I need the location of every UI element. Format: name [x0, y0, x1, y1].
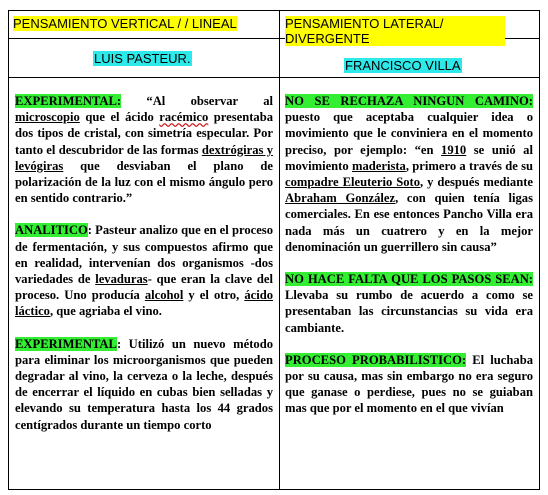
right-name: FRANCISCO VILLA [345, 58, 461, 73]
left-name: LUIS PASTEUR. [94, 51, 191, 66]
right-header: PENSAMIENTO LATERAL/ DIVERGENTE [285, 16, 505, 46]
left-section-experimental-2: EXPERIMENTAL: Utilizó un nuevo método para eliminar los microorganismos que pueden degradar al vino, la cerveza o la leche, después de encerrar el líquido en cubas bien selladas y elevando su temperatura hasta los 44 grados centígrados durante un tiempo corto [15, 336, 273, 432]
right-section-pasos: NO HACE FALTA QUE LOS PASOS SEAN: Llevaba su rumbo de acuerdo a como se presentaban las circunstancias su vida era cambiante. [285, 272, 533, 335]
section-label: PROCESO PROBABILISTICO: [285, 352, 467, 367]
section-label: ANALITICO [15, 223, 88, 238]
left-column [9, 11, 279, 489]
left-section-experimental: EXPERIMENTAL: “Al observar al microscopio que el ácido racémico presentaba dos tipos de cristal, con simetría especular. Por tanto el descubridor de las formas dextrógiras y levógiras que desviaban el plano de polarización de la luz con el mismo ángulo pero en sentido contrario.” [15, 94, 274, 206]
section-label: NO HACE FALTA QUE LOS PASOS SEAN: [285, 272, 533, 287]
left-header: PENSAMIENTO VERTICAL / / LINEAL [13, 16, 237, 31]
left-section-analitico: ANALITICO: Pasteur analizo que en el proceso de fermentación, y sus compuestos afirmo que en realidad, intervenían dos organismos -dos variedades de levaduras- que eran la clave del proceso. Uno producía alcohol y el otro, ácido láctico, que agriaba el vino. [15, 223, 273, 319]
section-label: EXPERIMENTAL [15, 336, 117, 351]
right-section-no-rechaza: NO SE RECHAZA NINGUN CAMINO: puesto que aceptaba cualquier idea o movimiento que le conviniera en el momento preciso, por ejemplo: “en 1910 se unió al movimiento maderista, primero a través de su compadre Eleuterio Soto, y después mediante Abraham González, con quien tenía ligas comerciales. En ese entonces Pancho Villa era nada más un cuatrero y en la mejor denominación un guerrillero sin causa” [285, 94, 533, 254]
left-body [15, 86, 273, 449]
right-section-probabilistico: PROCESO PROBABILISTICO: El luchaba por su causa, mas sin embargo no era seguro que ganase o perdiese, pues no se guiaban mas que por el momento en el que vivían [285, 352, 533, 416]
section-label: NO SE RECHAZA NINGUN CAMINO: [285, 94, 533, 108]
right-body [285, 86, 533, 433]
comparison-table [8, 10, 540, 490]
section-label: EXPERIMENTAL: [15, 94, 122, 108]
right-column [280, 11, 539, 489]
